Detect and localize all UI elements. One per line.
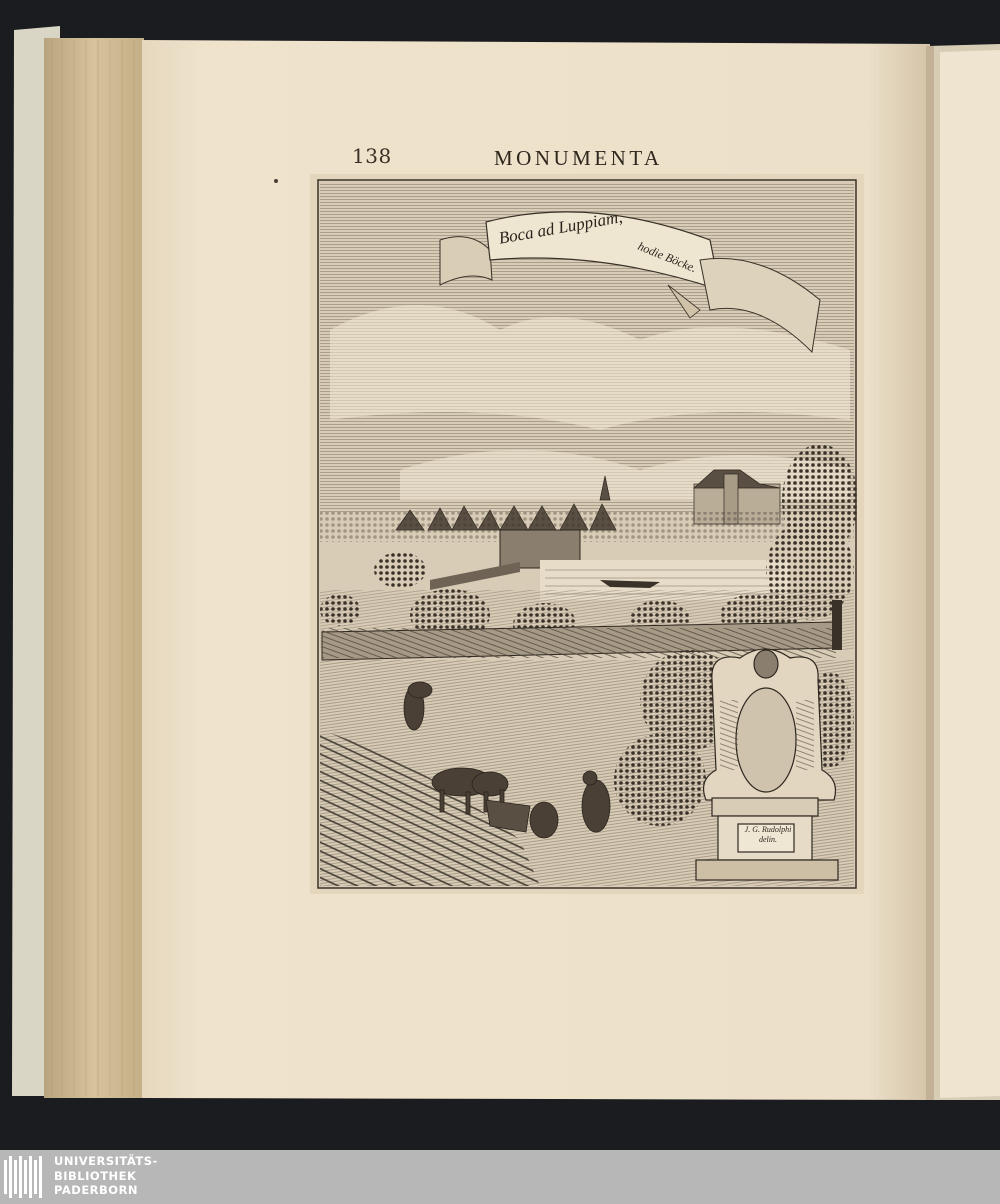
page-number: 138	[352, 144, 392, 168]
engraver-signature	[734, 825, 802, 845]
library-bars-icon	[4, 1154, 46, 1200]
signature-name: J. G. Rudolphi	[744, 825, 792, 834]
library-name	[54, 1154, 158, 1198]
signature-role: delin.	[759, 835, 777, 844]
banner-caption-right: hodie Böcke.	[635, 238, 699, 276]
banner-caption-left: Boca ad Luppiam,	[497, 207, 624, 248]
engraving-plate	[318, 180, 856, 888]
library-name-line1: UNIVERSITÄTS-	[54, 1154, 158, 1168]
library-name-line3: PADERBORN	[54, 1183, 139, 1197]
library-name-line2: BIBLIOTHEK	[54, 1168, 137, 1183]
running-head: MONUMENTA	[494, 146, 663, 170]
